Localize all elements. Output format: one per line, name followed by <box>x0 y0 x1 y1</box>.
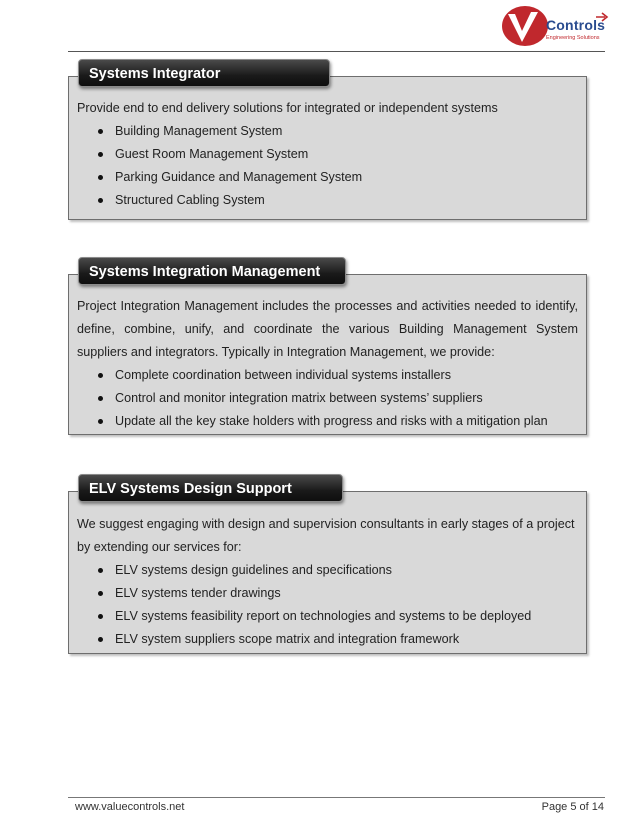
section-intro: Provide end to end delivery solutions for integrated or independent systems <box>77 101 498 115</box>
bullet-list <box>77 364 578 433</box>
section-title-badge: Systems Integrator <box>78 59 330 87</box>
list-item: ELV systems tender drawings <box>77 582 578 605</box>
section-intro: Project Integration Management includes the processes and activities needed to identify, define, combine, unify, and coordinate the various Building Management System suppliers and integrators. Typically in Integration Management, we provide: <box>77 299 578 359</box>
list-item: Structured Cabling System <box>77 189 578 212</box>
section-systems-integration-management <box>68 264 587 435</box>
list-item: ELV system suppliers scope matrix and integration framework <box>77 628 578 651</box>
bullet-list <box>77 120 578 212</box>
list-item: Complete coordination between individual systems installers <box>77 364 578 387</box>
list-item: ELV systems feasibility report on technologies and systems to be deployed <box>77 605 578 628</box>
footer-website: www.valuecontrols.net <box>75 801 185 813</box>
bullet-list <box>77 559 578 651</box>
list-item: Building Management System <box>77 120 578 143</box>
list-item: Parking Guidance and Management System <box>77 166 578 189</box>
section-title-badge: Systems Integration Management <box>78 257 346 285</box>
section-intro: We suggest engaging with design and supervision consultants in early stages of a project by extending our services for: <box>77 517 575 554</box>
company-logo <box>500 4 612 48</box>
list-item: Guest Room Management System <box>77 143 578 166</box>
list-item: Update all the key stake holders with progress and risks with a mitigation plan <box>77 410 578 433</box>
section-elv-systems-design-support <box>68 481 587 654</box>
section-title-badge: ELV Systems Design Support <box>78 474 343 502</box>
logo-v-mark-icon <box>500 4 550 48</box>
footer-divider <box>68 797 605 798</box>
section-systems-integrator <box>68 66 587 220</box>
logo-subtitle: Engineering Solutions <box>546 35 600 41</box>
footer-page-number: Page 5 of 14 <box>541 801 604 813</box>
logo-text: Controls <box>546 17 606 33</box>
list-item: Control and monitor integration matrix between systems’ suppliers <box>77 387 578 410</box>
list-item: ELV systems design guidelines and specifications <box>77 559 578 582</box>
header-divider <box>68 51 605 52</box>
